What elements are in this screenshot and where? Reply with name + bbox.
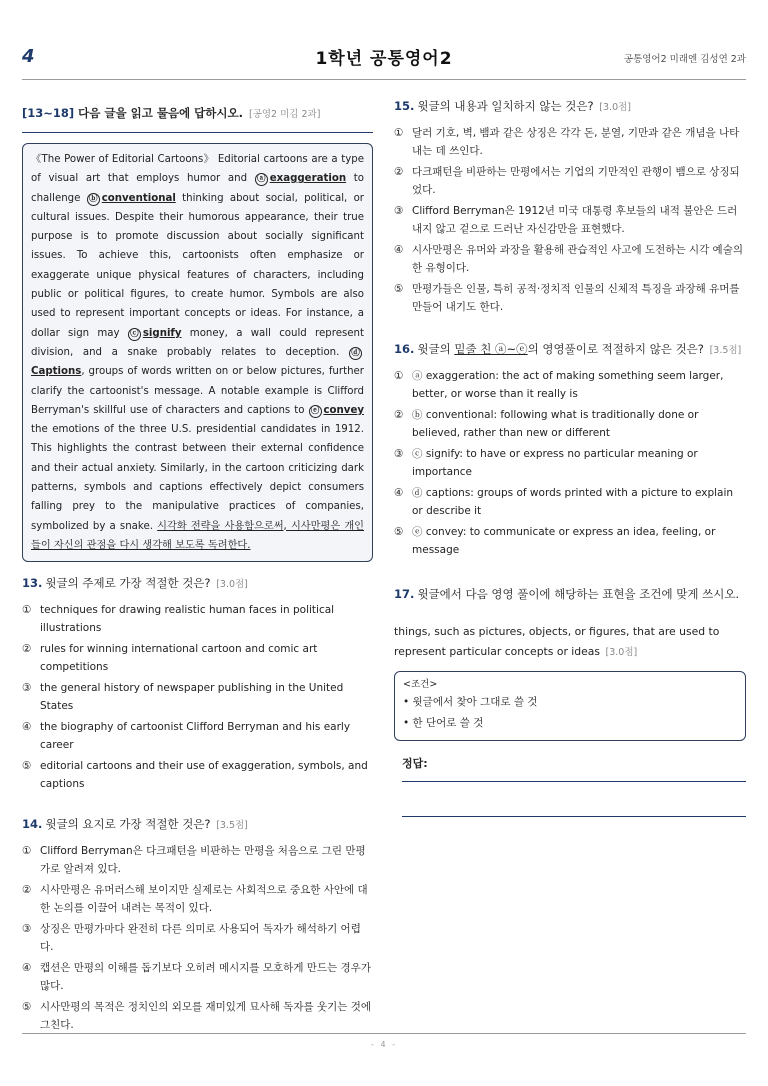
option-marker: ④ <box>394 243 404 256</box>
q15-option-5[interactable] <box>394 280 746 316</box>
option-marker: ⑤ <box>394 525 404 538</box>
marker-d: ⓓ <box>349 347 362 360</box>
marker-b: ⓑ <box>87 193 100 206</box>
option-text: ⓓ captions: groups of words printed with a picture to explain or describe it <box>412 486 734 517</box>
question-14 <box>22 815 373 1034</box>
question-15 <box>394 97 746 316</box>
page-header <box>22 40 746 80</box>
option-marker: ② <box>22 643 32 656</box>
exam-title: 1학년 공통영어2 <box>315 49 453 69</box>
definition-text: things, such as pictures, objects, or figures, that are used to represent particular concepts or ideas <box>394 624 720 658</box>
option-marker: ⑤ <box>22 760 32 773</box>
option-text: Clifford Berryman은 1912년 미국 대통령 후보들의 내적 불안은 드러내지 않고 겉으로 드러난 자신감만을 표현했다. <box>412 204 738 235</box>
question-number: 14. <box>22 817 43 832</box>
answer-line-1[interactable] <box>402 781 746 782</box>
underlined-word-e: convey <box>323 404 364 416</box>
q14-option-2[interactable] <box>22 881 373 917</box>
question-points: [3.5점] <box>216 820 248 832</box>
q13-option-2[interactable] <box>22 640 373 676</box>
passage-text: , groups of words written on or below pictures, further clarify the cartoonist's message. A notable example is Clifford Berryman's skillful use of characters and captions to <box>31 366 364 416</box>
underlined-word-a: exaggeration <box>269 173 347 185</box>
option-text: ⓑ conventional: following what is traditionally done or believed, rather than new or different <box>412 408 699 439</box>
exam-subtitle: 공통영어2 미래엔 김성연 2과 <box>623 54 746 65</box>
q16-option-3[interactable] <box>394 445 746 481</box>
marker-e: ⓔ <box>309 405 322 418</box>
passage-text: money, a wall could represent division, and a snake probably relates to deception. <box>31 327 364 358</box>
section-instruction: 다음 글을 읽고 물음에 답하시오. <box>78 106 243 120</box>
question-number: 15. <box>394 99 415 113</box>
question-text: 윗글의 주제로 가장 적절한 것은? <box>45 576 211 591</box>
q16-option-5[interactable] <box>394 523 746 559</box>
option-text: the biography of cartoonist Clifford Berryman and his early career <box>40 721 351 752</box>
section-heading <box>22 104 373 133</box>
question-points: [3.0점] <box>216 579 248 591</box>
question-text: 윗글의 <box>417 341 455 356</box>
footer-page-number: - 4 - <box>371 1040 397 1049</box>
option-text: 캡션은 만평의 이해를 돕기보다 오히려 메시지를 모호하게 만드는 경우가 많다. <box>40 962 371 993</box>
option-text: 시사만평은 유머와 과장을 활용해 관습적인 사고에 도전하는 시각 예술의 한 유형이다. <box>412 243 743 274</box>
question-number: 16. <box>394 341 415 356</box>
option-marker: ① <box>22 845 32 858</box>
option-marker: ① <box>394 126 404 139</box>
option-marker: ③ <box>394 204 404 217</box>
passage-text: 《The Power of Editorial Cartoons》 Editorial cartoons are a type of visual art that employs humor and <box>31 153 364 185</box>
underlined-word-d: Captions <box>31 366 82 378</box>
q13-option-3[interactable] <box>22 679 373 715</box>
question-points: [3.5점] <box>709 344 742 356</box>
option-text: Clifford Berryman은 다크패턴을 비판하는 만평을 처음으로 그린 만평가로 알려져 있다. <box>40 845 366 876</box>
condition-item: • 윗글에서 찾아 그대로 쓸 것 <box>403 695 538 708</box>
underlined-korean-sentence: 시각화 전략을 사용함으로써, 시사만평은 개인들이 자신의 관점을 다시 생각해 보도록 독려한다. <box>31 520 364 551</box>
option-marker: ⑤ <box>394 282 404 295</box>
q15-option-3[interactable] <box>394 202 746 238</box>
option-marker: ③ <box>22 682 32 695</box>
marker-a: ⓐ <box>255 173 268 186</box>
question-13-title <box>22 574 373 593</box>
option-text: 시사만평은 유머러스해 보이지만 실제로는 사회적으로 중요한 사안에 대한 논의를 이끌어 내려는 목적이 있다. <box>40 884 368 915</box>
condition-title: <조건> <box>403 678 438 690</box>
q15-option-2[interactable] <box>394 163 746 199</box>
q13-option-5[interactable] <box>22 757 373 793</box>
option-marker: ② <box>394 408 404 421</box>
option-text: 다크패턴을 비판하는 만평에서는 기업의 기만적인 관행이 뱀으로 상징되었다. <box>412 165 740 196</box>
section-source-note: [공영2 미김 2과] <box>248 109 321 120</box>
q14-option-3[interactable] <box>22 920 373 956</box>
option-marker: ② <box>22 884 32 897</box>
option-marker: ① <box>394 369 404 382</box>
option-marker: ③ <box>394 447 404 460</box>
question-14-title <box>22 815 373 834</box>
passage-text: the emotions of the three U.S. presidential candidates in 1912. This highlights the contrast between their external confidence and their actual anxiety. Similarly, in the cartoon criticizing dark patterns, symbols and captions effectively depict consumers falling prey to the manipulative practices of companies, symbolized by a snake. <box>31 424 364 532</box>
option-marker: ② <box>394 165 404 178</box>
question-text: 윗글의 요지로 가장 적절한 것은? <box>45 817 211 832</box>
q14-option-1[interactable] <box>22 842 373 878</box>
answer-label: 정답: <box>402 756 428 770</box>
footer-divider <box>22 1033 746 1034</box>
question-text: 윗글의 내용과 일치하지 않는 것은? <box>417 99 594 113</box>
question-13 <box>22 574 373 793</box>
q14-option-5[interactable] <box>22 998 373 1034</box>
passage-text: thinking about social, political, or cultural issues. Despite their humorous appearance, their true purpose is to promote discussion about socially significant issues. To achieve this, cartoonists often emphasize or exaggerate unique physical features of characters, including public or political figures, to create humor. Symbols are also used to represent important concepts or ideas. For instance, a dollar sign may <box>31 192 364 339</box>
question-points: [3.0점] <box>599 102 631 113</box>
question-text: 윗글에서 다음 영영 풀이에 해당하는 표현을 조건에 맞게 쓰시오. <box>417 586 740 601</box>
question-text: 의 영영풀이로 적절하지 않은 것은? <box>527 341 704 356</box>
condition-item: • 한 단어로 쓸 것 <box>403 716 484 729</box>
question-16-title <box>394 340 746 359</box>
option-text: editorial cartoons and their use of exaggeration, symbols, and captions <box>40 760 368 791</box>
option-text: 달러 기호, 벽, 뱀과 같은 상징은 각각 돈, 분열, 기만과 같은 개념을 나타내는 데 쓰인다. <box>412 126 740 157</box>
option-text: ⓒ signify: to have or express no particular meaning or importance <box>412 447 698 478</box>
q15-option-1[interactable] <box>394 124 746 160</box>
q16-option-4[interactable] <box>394 484 746 520</box>
option-marker: ④ <box>22 721 32 734</box>
marker-c: ⓒ <box>128 328 141 341</box>
q16-option-1[interactable] <box>394 367 746 403</box>
question-17-title <box>394 585 746 604</box>
reading-passage <box>22 143 373 562</box>
question-text-underlined: 밑줄 친 ⓐ~ⓔ <box>454 341 528 356</box>
q13-option-1[interactable] <box>22 601 373 637</box>
question-number: 13. <box>22 576 43 591</box>
condition-box <box>394 671 746 741</box>
option-marker: ④ <box>394 486 404 499</box>
option-text: rules for winning international cartoon and comic art competitions <box>40 643 318 674</box>
underlined-word-b: conventional <box>101 192 176 204</box>
option-text: techniques for drawing realistic human faces in political illustrations <box>40 604 335 635</box>
passage-text: to challenge <box>31 173 364 204</box>
question-16 <box>394 340 746 559</box>
option-marker: ① <box>22 604 32 617</box>
right-column <box>394 97 746 817</box>
answer-line-2[interactable] <box>402 816 746 817</box>
left-column <box>22 104 373 1037</box>
english-definition <box>394 622 746 663</box>
option-text: 상징은 만평가마다 완전히 다른 의미로 사용되어 독자가 해석하기 어렵다. <box>40 923 361 954</box>
underlined-word-c: signify <box>142 327 182 339</box>
option-marker: ④ <box>22 962 32 975</box>
question-17 <box>394 585 746 817</box>
q14-option-4[interactable] <box>22 959 373 995</box>
option-text: ⓔ convey: to communicate or express an idea, feeling, or message <box>412 525 716 556</box>
q13-option-4[interactable] <box>22 718 373 754</box>
option-marker: ③ <box>22 923 32 936</box>
q16-option-2[interactable] <box>394 406 746 442</box>
answer-area <box>394 755 746 817</box>
option-text: 만평가들은 인물, 특히 공적·정치적 인물의 신체적 특징을 과장해 유머를 만들어 내기도 한다. <box>412 282 740 313</box>
question-15-title <box>394 97 746 116</box>
option-marker: ⑤ <box>22 1001 32 1014</box>
section-range: [13~18] <box>22 106 75 120</box>
page-number: 4 <box>22 46 35 67</box>
option-text: the general history of newspaper publishing in the United States <box>40 682 344 713</box>
question-points: [3.0점] <box>605 646 638 658</box>
question-number: 17. <box>394 586 415 601</box>
option-text: ⓐ exaggeration: the act of making something seem larger, better, or worse than it really is <box>412 369 724 400</box>
option-text: 시사만평의 목적은 정치인의 외모를 재미있게 묘사해 독자를 웃기는 것에 그친다. <box>40 1001 371 1032</box>
q15-option-4[interactable] <box>394 241 746 277</box>
